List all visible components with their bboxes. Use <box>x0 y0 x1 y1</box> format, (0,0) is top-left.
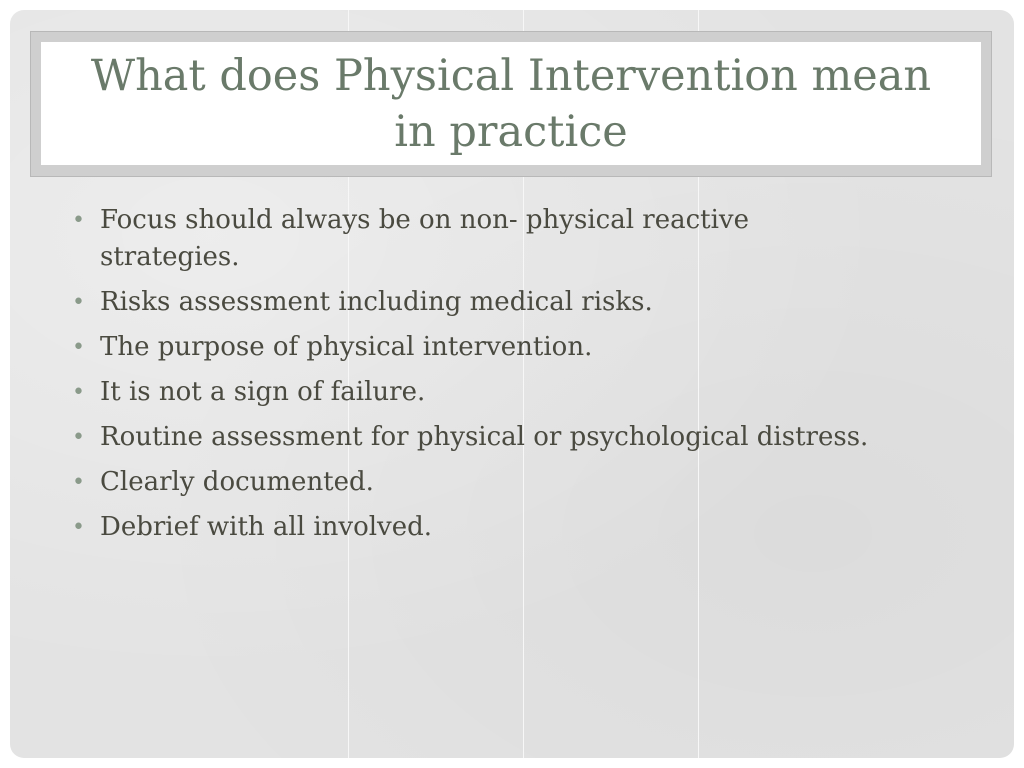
bullet-item <box>72 374 872 411</box>
slide-title: What does Physical Intervention mean in practice <box>90 50 932 157</box>
title-box <box>41 42 981 165</box>
bullet-icon: • <box>72 335 85 360</box>
bullet-icon: • <box>72 515 85 540</box>
bullet-list <box>72 202 872 554</box>
slide <box>10 10 1014 758</box>
bullet-item <box>72 509 872 546</box>
bullet-text: Risks assessment including medical risks. <box>100 287 653 317</box>
bullet-icon: • <box>72 380 85 405</box>
bullet-text: Clearly documented. <box>100 467 374 497</box>
bullet-icon: • <box>72 290 85 315</box>
bullet-item <box>72 464 872 501</box>
bullet-item <box>72 419 872 456</box>
bullet-item <box>72 284 872 321</box>
bullet-icon: • <box>72 425 85 450</box>
bullet-text: Debrief with all involved. <box>100 512 433 542</box>
bullet-item <box>72 329 872 366</box>
bullet-text: It is not a sign of failure. <box>100 377 426 407</box>
bullet-text: The purpose of physical intervention. <box>100 332 593 362</box>
bullet-item <box>72 202 872 276</box>
bullet-icon: • <box>72 470 85 495</box>
bullet-icon: • <box>72 208 85 233</box>
title-frame <box>30 31 992 177</box>
bullet-text: Routine assessment for physical or psychological distress. <box>100 422 869 452</box>
bullet-text: Focus should always be on non- physical reactive strategies. <box>100 205 750 272</box>
